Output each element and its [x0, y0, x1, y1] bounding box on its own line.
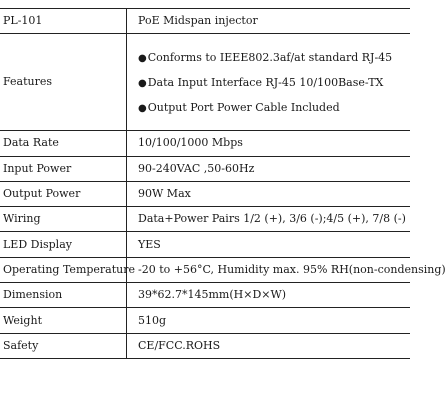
- table-row: [0, 308, 410, 333]
- features-label: Features: [0, 34, 127, 131]
- spec-label: Output Power: [0, 181, 127, 206]
- spec-value: -20 to +56°C, Humidity max. 95% RH(non-condensing): [127, 257, 411, 282]
- feature-item: [138, 45, 410, 70]
- model-value: PoE Midspan injector: [127, 9, 411, 34]
- feature-text: Output Port Power Cable Included: [147, 100, 340, 114]
- table-row: [0, 181, 410, 206]
- table-row: [0, 283, 410, 308]
- spec-label: Safety: [0, 333, 127, 358]
- spec-label: Data Rate: [0, 131, 127, 156]
- bullet-icon: ●: [138, 52, 147, 64]
- table-row: [0, 207, 410, 232]
- feature-text: Conforms to IEEE802.3af/at standard RJ-45: [147, 50, 393, 64]
- bullet-icon: ●: [138, 77, 147, 89]
- spec-value: YES: [127, 232, 411, 257]
- spec-value: CE/FCC.ROHS: [127, 333, 411, 358]
- spec-value: Data+Power Pairs 1/2 (+), 3/6 (-);4/5 (+), 7/8 (-): [127, 207, 411, 232]
- spec-label: Wiring: [0, 207, 127, 232]
- bullet-icon: ●: [138, 102, 147, 114]
- feature-item: [138, 95, 410, 120]
- table-row: [0, 232, 410, 257]
- feature-text: Data Input Interface RJ-45 10/100Base-TX: [147, 75, 384, 89]
- spec-label: Input Power: [0, 156, 127, 181]
- spec-value: 90W Max: [127, 181, 411, 206]
- spec-table: [0, 8, 446, 359]
- feature-item: [138, 70, 410, 95]
- table-row: [0, 131, 410, 156]
- model-label: PL-101: [0, 9, 127, 34]
- spec-label: Dimension: [0, 283, 127, 308]
- spec-value: 10/100/1000 Mbps: [127, 131, 411, 156]
- spec-label: LED Display: [0, 232, 127, 257]
- spec-value: 510g: [127, 308, 411, 333]
- table-row: [0, 9, 410, 34]
- spec-label: Weight: [0, 308, 127, 333]
- spec-label: Operating Temperature: [0, 257, 127, 282]
- spec-value: 90-240VAC ,50-60Hz: [127, 156, 411, 181]
- table-row: [0, 257, 410, 282]
- table-row: [0, 156, 410, 181]
- table-row-features: [0, 34, 410, 131]
- features-list: [127, 34, 411, 131]
- spec-value: 39*62.7*145mm(H×D×W): [127, 283, 411, 308]
- table-row: [0, 333, 410, 358]
